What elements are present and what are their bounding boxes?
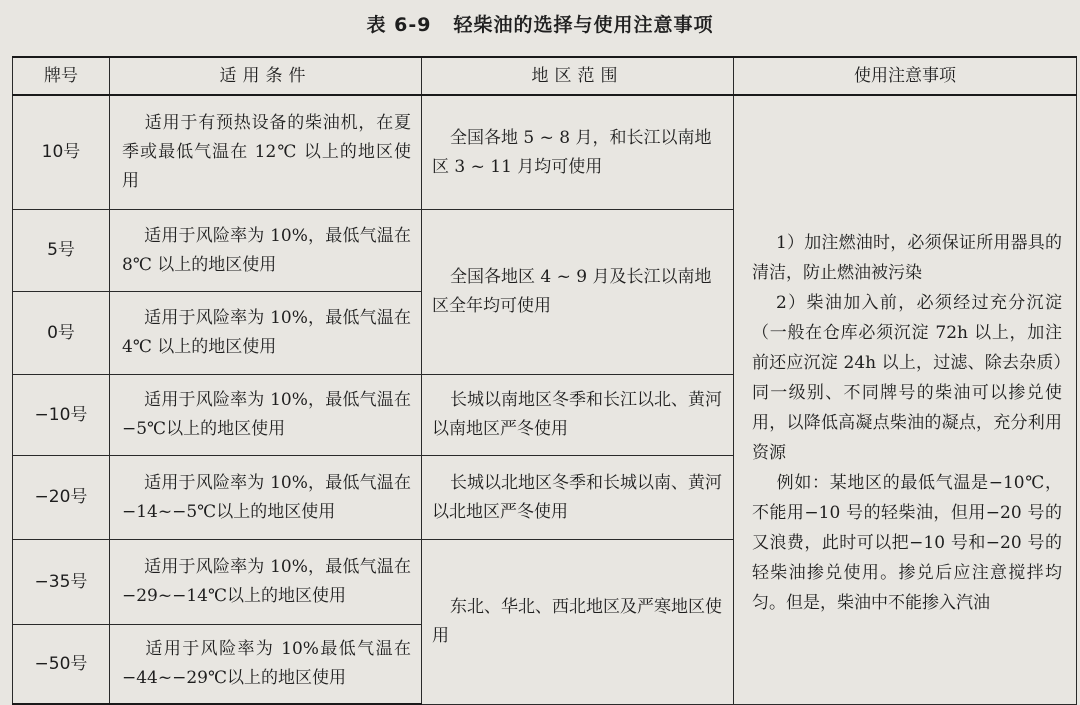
condition-text: 适用于风险率为 10%，最低气温在−29~−14℃以上的地区使用 [122, 557, 411, 606]
table-caption [0, 10, 1080, 37]
condition-cell [110, 210, 422, 292]
condition-cell [110, 540, 422, 625]
condition-cell [110, 456, 422, 540]
region-text: 全国各地区 4 ~ 9 月及长江以南地区全年均可使用 [432, 267, 712, 316]
condition-text: 适用于风险率为 10%最低气温在−44~−29℃以上的地区使用 [122, 639, 411, 688]
condition-cell [110, 292, 422, 375]
header-region: 地区范围 [422, 57, 734, 95]
note-text: 例如：某地区的最低气温是−10℃，不能用−10 号的轻柴油，但用−20 号的又浪费，此时可以把−10 号和−20 号的轻柴油掺兑使用。掺兑后应注意搅拌均匀。但是，柴油中不能掺入汽油 [752, 472, 1062, 613]
note-paragraph [752, 468, 1062, 618]
region-text: 东北、华北、西北地区及严寒地区使用 [432, 596, 722, 646]
condition-cell [110, 375, 422, 456]
grade-cell: −10号 [13, 375, 110, 456]
condition-text: 适用于风险率为 10%，最低气温在−14~−5℃以上的地区使用 [122, 472, 411, 522]
region-text: 全国各地 5 ~ 8 月，和长江以南地区 3 ~ 11 月均可使用 [432, 127, 712, 177]
grade-cell: 10号 [13, 95, 110, 210]
grade-cell: 5号 [13, 210, 110, 292]
notes-cell [734, 95, 1077, 704]
region-text: 长城以北地区冬季和长城以南、黄河以北地区严冬使用 [432, 472, 722, 522]
header-row [13, 57, 1077, 95]
table-row [13, 95, 1077, 210]
grade-cell: −20号 [13, 456, 110, 540]
table-title: 轻柴油的选择与使用注意事项 [453, 14, 714, 36]
condition-text: 适用于风险率为 10%，最低气温在 4℃ 以上的地区使用 [122, 308, 411, 357]
note-paragraph [752, 288, 1062, 468]
table-number: 表 6-9 [366, 14, 432, 36]
condition-text: 适用于风险率为 10%，最低气温在 8℃ 以上的地区使用 [122, 225, 411, 275]
region-cell [422, 210, 734, 375]
grade-cell: −50号 [13, 625, 110, 705]
region-cell [422, 95, 734, 210]
condition-cell [110, 95, 422, 210]
header-notes: 使用注意事项 [734, 57, 1077, 95]
note-paragraph [752, 228, 1062, 288]
condition-text: 适用于风险率为 10%，最低气温在−5℃以上的地区使用 [122, 390, 411, 439]
region-cell [422, 540, 734, 705]
diesel-selection-table [12, 56, 1077, 705]
note-text: 2）柴油加入前，必须经过充分沉淀（一般在仓库必须沉淀 72h 以上，加注前还应沉淀 24h 以上，过滤、除去杂质）同一级别、不同牌号的柴油可以掺兑使用，以降低高凝点柴油的凝点，充分利用资源 [752, 292, 1062, 463]
header-condition: 适用条件 [110, 57, 422, 95]
condition-cell [110, 625, 422, 705]
grade-cell: −35号 [13, 540, 110, 625]
grade-cell: 0号 [13, 292, 110, 375]
region-cell [422, 456, 734, 540]
region-text: 长城以南地区冬季和长江以北、黄河以南地区严冬使用 [432, 390, 722, 439]
header-grade: 牌号 [13, 57, 110, 95]
region-cell [422, 375, 734, 456]
note-text: 1）加注燃油时，必须保证所用器具的清洁，防止燃油被污染 [752, 232, 1062, 283]
condition-text: 适用于有预热设备的柴油机，在夏季或最低气温在 12℃ 以上的地区使用 [122, 113, 411, 191]
